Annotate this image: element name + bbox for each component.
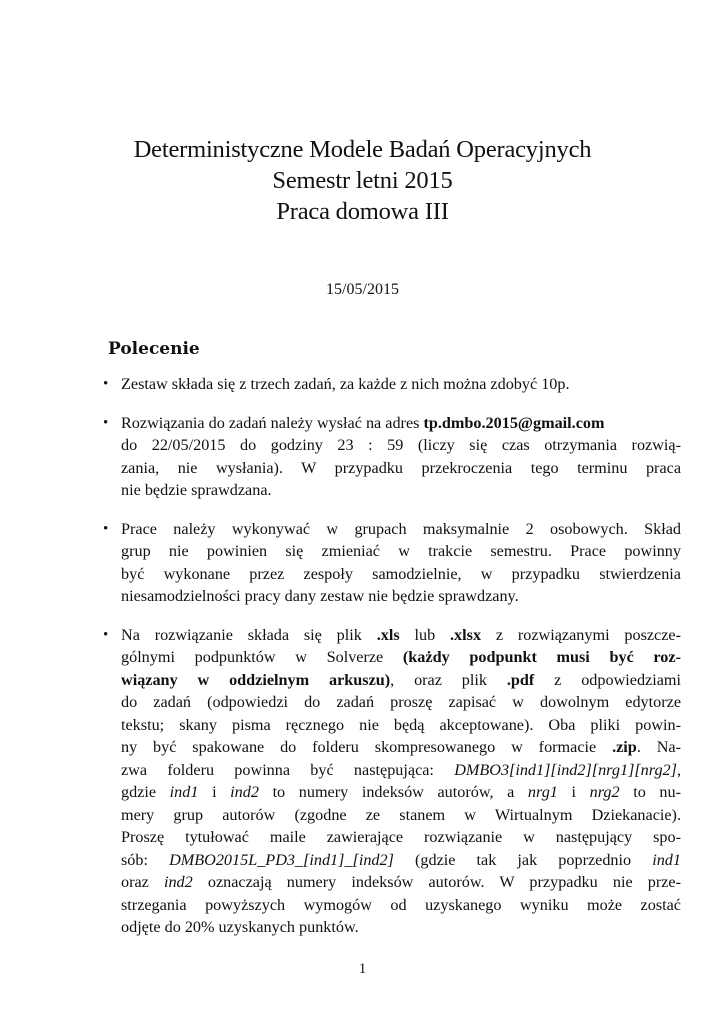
- title-line-course: Deterministyczne Modele Badań Operacyjnych: [133, 136, 592, 163]
- list-item: [101, 624, 681, 939]
- document-date: 15/05/2015: [326, 281, 399, 298]
- item-text-line: nie będzie sprawdzana.: [121, 481, 272, 499]
- bold-requirement: (każdy podpunkt musi być roz-: [402, 648, 681, 666]
- item-text-line: Na rozwiązanie składa się plik .xls lub .xlsx z rozwiązanymi poszcze-: [121, 625, 682, 644]
- item-text: Zestaw składa się z trzech zadań, za każde z nich można zdobyć 10p.: [121, 375, 570, 393]
- document-title: [0, 134, 725, 227]
- item-text-line: sób: DMBO2015L_PD3_[ind1]_[ind2] (gdzie tak jak poprzednio ind1: [121, 850, 681, 869]
- title-line-semester: Semestr letni 2015: [272, 167, 453, 194]
- item-text-line: Prace należy wykonywać w grupach maksymalnie 2 osobowych. Skład: [121, 519, 681, 538]
- page-number: 1: [358, 961, 367, 977]
- section-heading: Polecenie: [108, 339, 200, 359]
- xlsx-extension: .xlsx: [450, 625, 482, 644]
- item-text-line: Proszę tytułować maile zawierające rozwiązanie w następujący spo-: [121, 828, 681, 846]
- item-text-line: niesamodzielności pracy dany zestaw nie będzie sprawdzany.: [121, 587, 519, 605]
- item-text-line: Rozwiązania do zadań należy wysłać na adres tp.dmbo.2015@gmail.com: [121, 413, 605, 432]
- item-text-line: mery grup autorów (zgodne ze stanem w Wirtualnym Dziekanacie).: [121, 805, 681, 824]
- list-item: [101, 518, 681, 608]
- bullet-icon: •: [103, 414, 109, 431]
- pdf-extension: .pdf: [506, 670, 535, 689]
- item-text-line: gdzie ind1 i ind2 to numery indeksów autorów, a nrg1 i nrg2 to nu-: [121, 783, 681, 801]
- instruction-list: [101, 373, 681, 955]
- item-text-line: być wykonane przez zespoły samodzielnie, w przypadku stwierdzenia: [121, 564, 681, 583]
- email-address: tp.dmbo.2015@gmail.com: [423, 413, 605, 432]
- bullet-icon: •: [103, 520, 109, 537]
- item-text-line: do 22/05/2015 do godziny 23 : 59 (liczy się czas otrzymania rozwią-: [121, 436, 681, 454]
- xls-extension: .xls: [376, 625, 400, 644]
- folder-name-format: DMBO3[ind1][ind2][nrg1][nrg2]: [454, 760, 677, 779]
- item-text-line: odjęte do 20% uzyskanych punktów.: [121, 918, 359, 936]
- title-line-assignment: Praca domowa III: [276, 198, 449, 225]
- item-text-line: do zadań (odpowiedzi do zadań proszę zapisać w dowolnym edytorze: [121, 693, 681, 711]
- item-text-line: tekstu; skany pisma ręcznego nie będą akceptowane). Oba pliki powin-: [121, 715, 681, 734]
- email-subject-format: DMBO2015L_PD3_[ind1]_[ind2]: [169, 850, 394, 869]
- item-text-line: zwa folderu powinna być następująca: DMBO3[ind1][ind2][nrg1][nrg2],: [121, 760, 681, 779]
- bullet-icon: •: [103, 626, 109, 643]
- item-text-line: oraz ind2 oznaczają numery indeksów autorów. W przypadku nie prze-: [121, 873, 681, 891]
- item-text-line: gólnymi podpunktów w Solverze (każdy podpunkt musi być roz-: [121, 648, 681, 666]
- list-item: [101, 412, 681, 502]
- item-text-line: grup nie powinien się zmieniać w trakcie semestru. Prace powinny: [121, 542, 681, 560]
- item-text-line: wiązany w oddzielnym arkuszu), oraz plik .pdf z odpowiedziami: [121, 670, 682, 689]
- bullet-icon: •: [103, 376, 109, 392]
- item-text-line: ny być spakowane do folderu skompresowanego w formacie .zip. Na-: [121, 738, 681, 756]
- bold-requirement: wiązany w oddzielnym arkuszu): [121, 670, 391, 689]
- item-text-line: zania, nie wysłania). W przypadku przekroczenia tego terminu praca: [121, 458, 681, 477]
- zip-extension: .zip: [612, 738, 637, 756]
- item-text-line: strzegania powyższych wymogów od uzyskanego wyniku może zostać: [121, 895, 681, 914]
- list-item: [101, 373, 681, 396]
